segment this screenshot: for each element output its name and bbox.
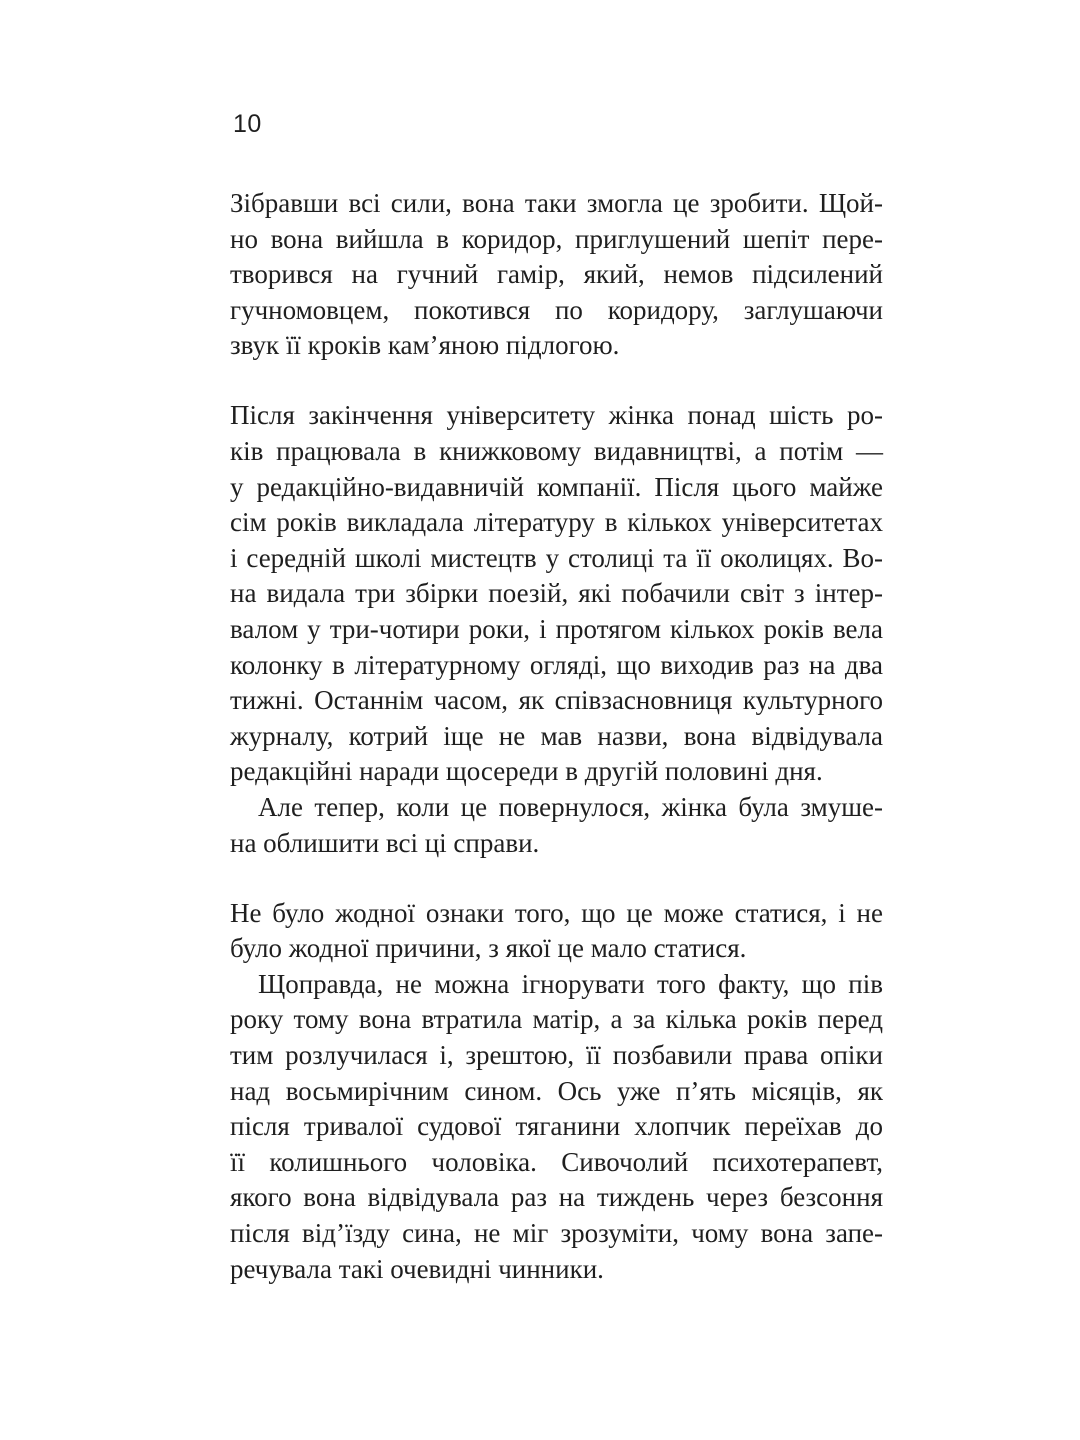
paragraph <box>230 186 883 364</box>
text-line: Після закінчення університету жінка понад шість ро- <box>230 400 883 431</box>
text-line: редакційні наради щосереди в другій половині дня. <box>230 756 823 787</box>
paragraph <box>230 967 883 1287</box>
text-line: після від’їзду сина, не міг зрозуміти, чому вона запе- <box>230 1218 883 1249</box>
paragraph <box>230 398 883 790</box>
text-line: творився на гучний гамір, який, немов підсилений <box>230 259 883 290</box>
page-number: 10 <box>233 110 262 138</box>
text-line: на видала три збірки поезій, які побачили світ з інтер- <box>230 578 883 609</box>
text-line: на облишити всі ці справи. <box>230 827 540 858</box>
text-line: тижні. Останнім часом, як співзасновниця культурного <box>230 685 883 716</box>
text-line: і середній школі мистецтв у столиці та її околицях. Во- <box>230 542 883 573</box>
text-line: після тривалої судової тяганини хлопчик переїхав до <box>230 1111 883 1142</box>
text-line: року тому вона втратила матір, а за кілька років перед <box>230 1004 883 1035</box>
text-section <box>230 398 883 861</box>
text-line: Не було жодної ознаки того, що це може статися, і не <box>230 897 883 928</box>
text-line: гучномовцем, покотився по коридору, заглушаючи <box>230 294 883 325</box>
text-line: Щоправда, не можна ігнорувати того факту, що пів <box>258 968 883 999</box>
text-line: валом у три-чотири роки, і протягом кількох років вела <box>230 614 883 645</box>
text-line: її колишнього чоловіка. Сивочолий психотерапевт, <box>230 1146 883 1177</box>
text-line: Але тепер, коли це повернулося, жінка була змуше- <box>258 792 883 822</box>
text-line: колонку в літературному огляді, що виходив раз на два <box>230 649 883 680</box>
text-section <box>230 896 883 1288</box>
text-line: речувала такі очевидні чинники. <box>230 1253 604 1284</box>
text-line: у редакційно-видавничій компанії. Після цього майже <box>230 471 883 502</box>
paragraph <box>230 790 883 861</box>
page-text <box>230 186 883 1287</box>
text-line: журналу, котрий іще не мав назви, вона відвідувала <box>230 720 883 751</box>
text-line: сім років викладала літературу в кількох університетах <box>230 507 883 538</box>
text-line: но вона вийшла в коридор, приглушений шепіт пере- <box>230 223 883 254</box>
text-line: якого вона відвідувала раз на тиждень через безсоння <box>230 1182 883 1213</box>
text-line: над восьмирічним сином. Ось уже п’ять місяців, як <box>230 1075 883 1106</box>
text-line: тим розлучилася і, зрештою, її позбавили права опіки <box>230 1040 883 1071</box>
text-section <box>230 186 883 364</box>
text-line: ків працювала в книжковому видавництві, а потім — <box>230 436 883 467</box>
text-line: Зібравши всі сили, вона таки змогла це зробити. Щой- <box>230 188 883 218</box>
text-line: звук її кроків кам’яною підлогою. <box>230 330 620 361</box>
text-line: було жодної причини, з якої це мало статися. <box>230 933 747 964</box>
paragraph <box>230 896 883 967</box>
